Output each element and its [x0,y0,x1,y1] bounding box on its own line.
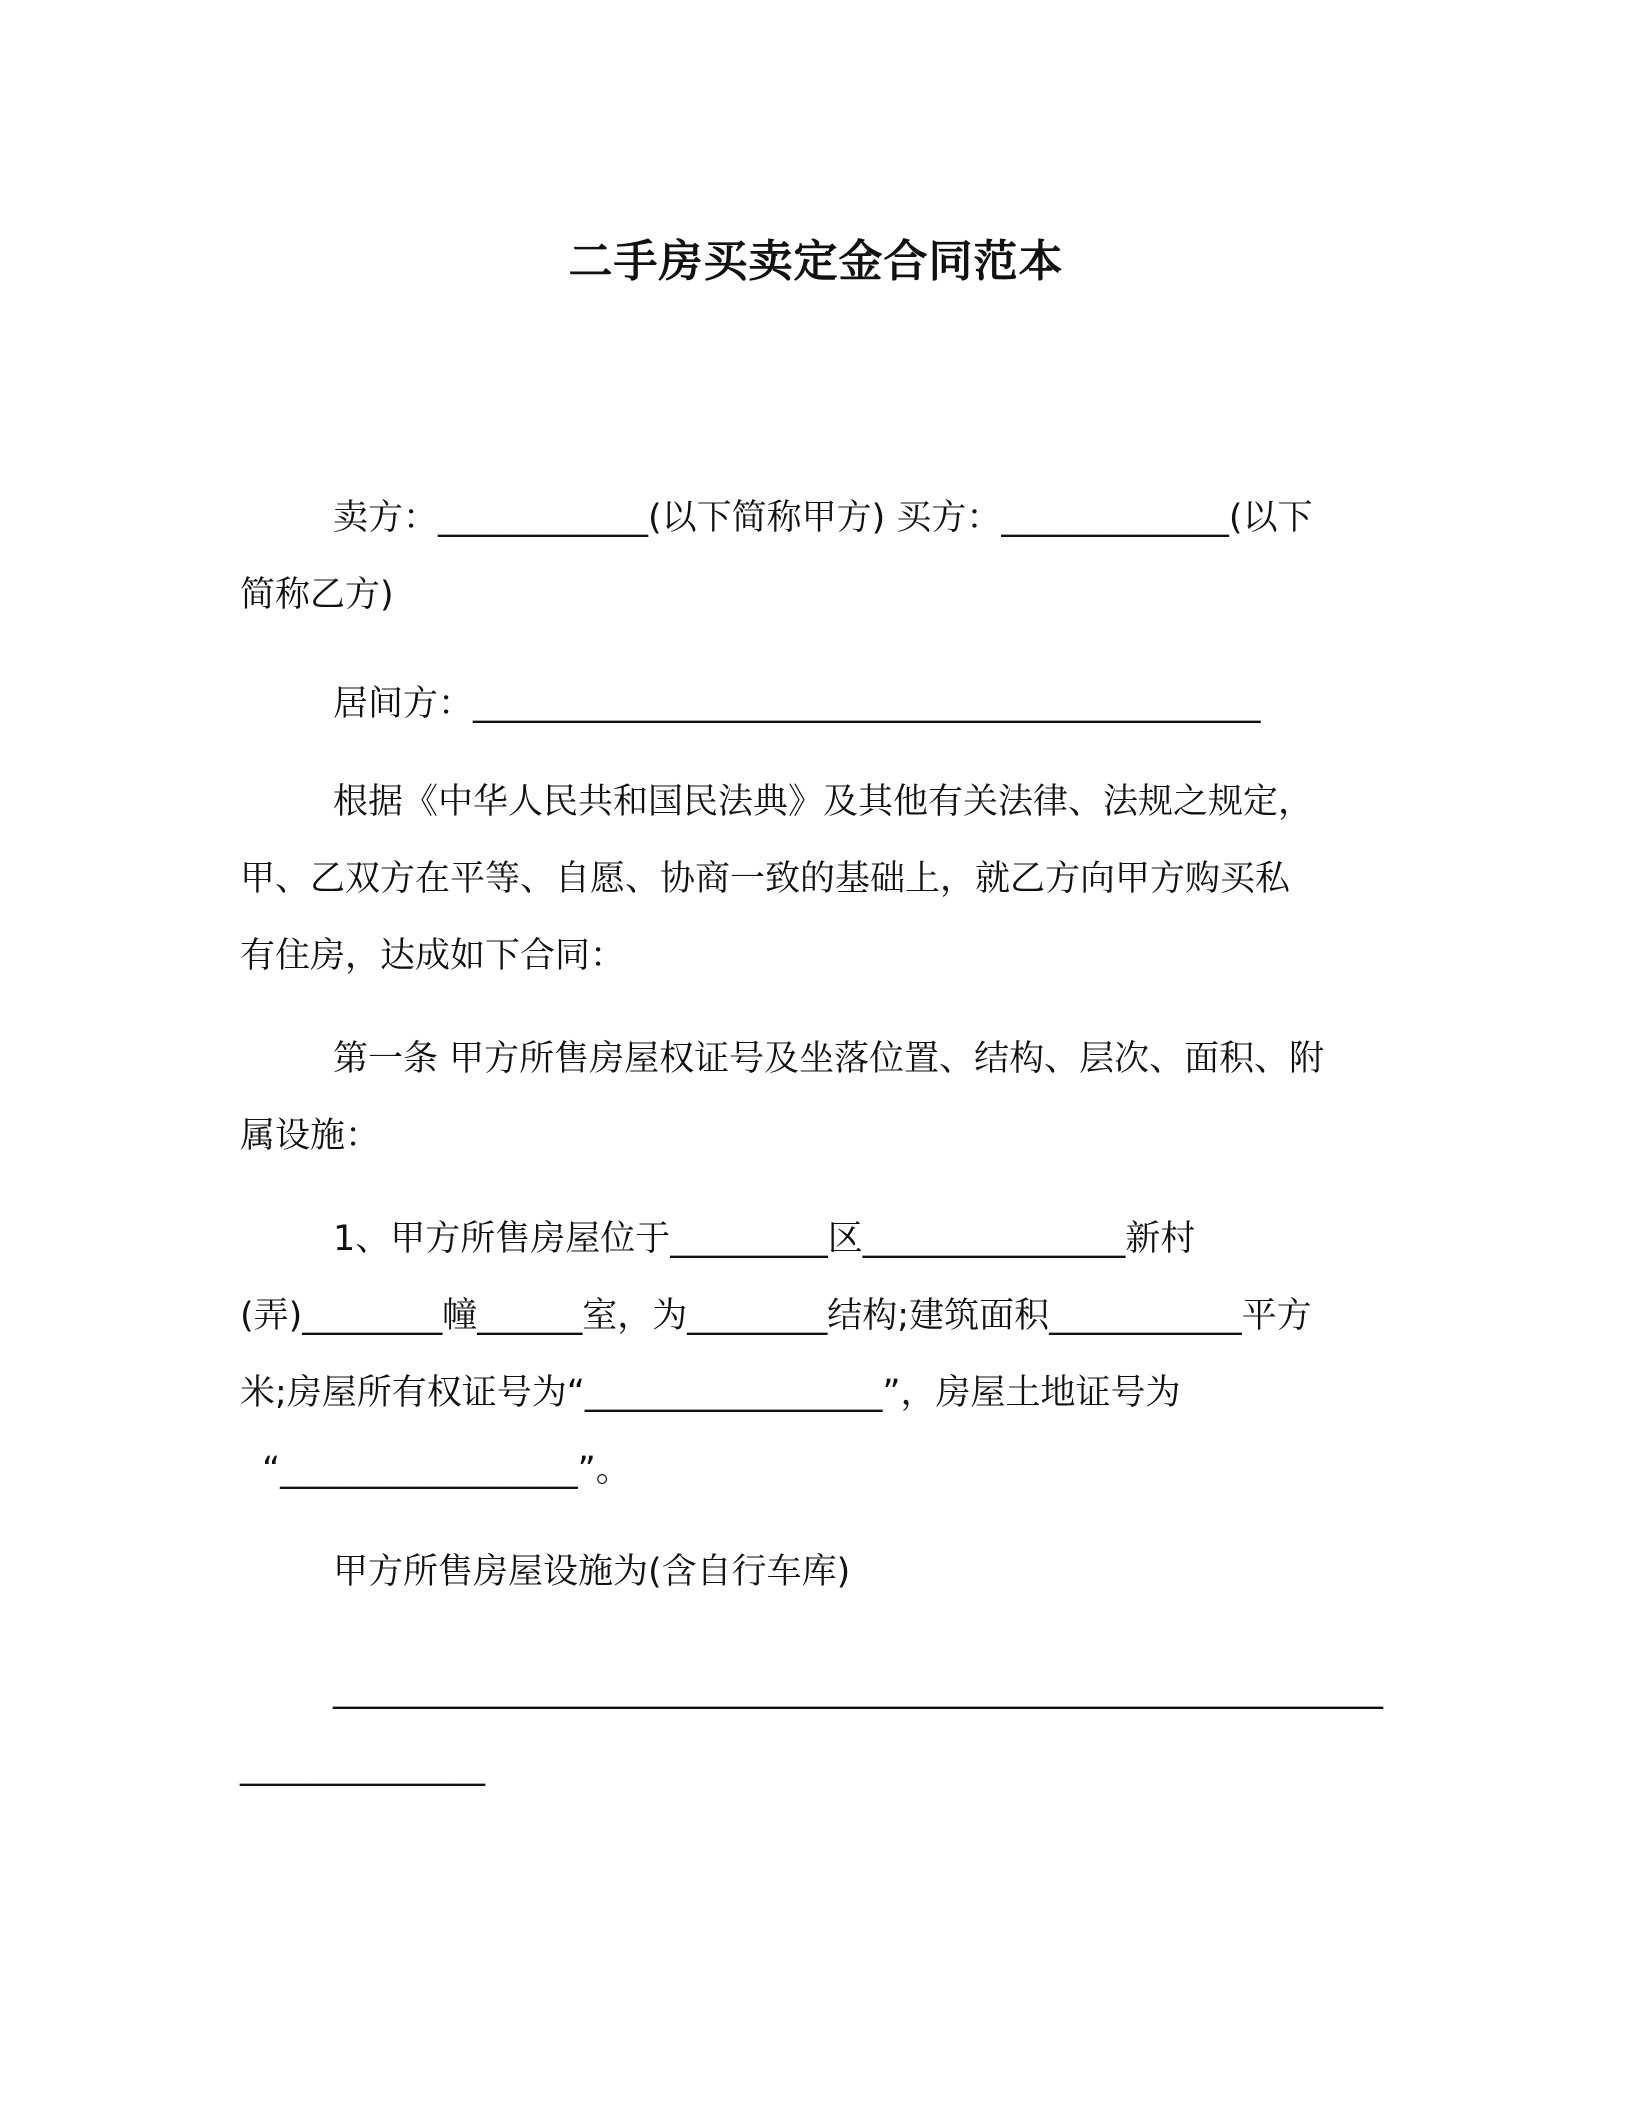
facilities-blank-2: ______________ [240,1747,485,1787]
article-1-heading-cont: 属设施： [240,1116,381,1156]
facilities-line: 甲方所售房屋设施为(含自行车库) [333,1552,851,1592]
article-1-heading: 第一条 甲方所售房屋权证号及坐落位置、结构、层次、面积、附 [333,1039,1325,1079]
clause-1-line-1: 1、甲方所售房屋位于_________区_______________新村 [333,1219,1196,1259]
preamble-line-1: 根据《中华人民共和国民法典》及其他有关法律、法规之规定， [333,782,1314,822]
preamble-line-3: 有住房，达成如下合同： [240,936,626,976]
seller-buyer-line: 卖方：____________(以下简称甲方) 买方：_____________(以下 [333,498,1313,538]
clause-1-line-2: (弄)________幢______室，为________结构;建筑面积___________平方 [240,1296,1312,1336]
clause-1-line-4: “_________________”。 [262,1450,631,1490]
seller-buyer-line-cont: 简称乙方) [240,575,394,615]
document-title: 二手房买卖定金合同范本 [568,236,1064,287]
intermediary-line: 居间方：_____________________________________________ [333,684,1261,724]
clause-1-line-3: 米;房屋所有权证号为“_________________”，房屋土地证号为 [240,1373,1181,1413]
preamble-line-2: 甲、乙双方在平等、自愿、协商一致的基础上，就乙方向甲方购买私 [240,859,1291,899]
facilities-blank-1: ____________________________________________________________ [333,1670,1383,1710]
